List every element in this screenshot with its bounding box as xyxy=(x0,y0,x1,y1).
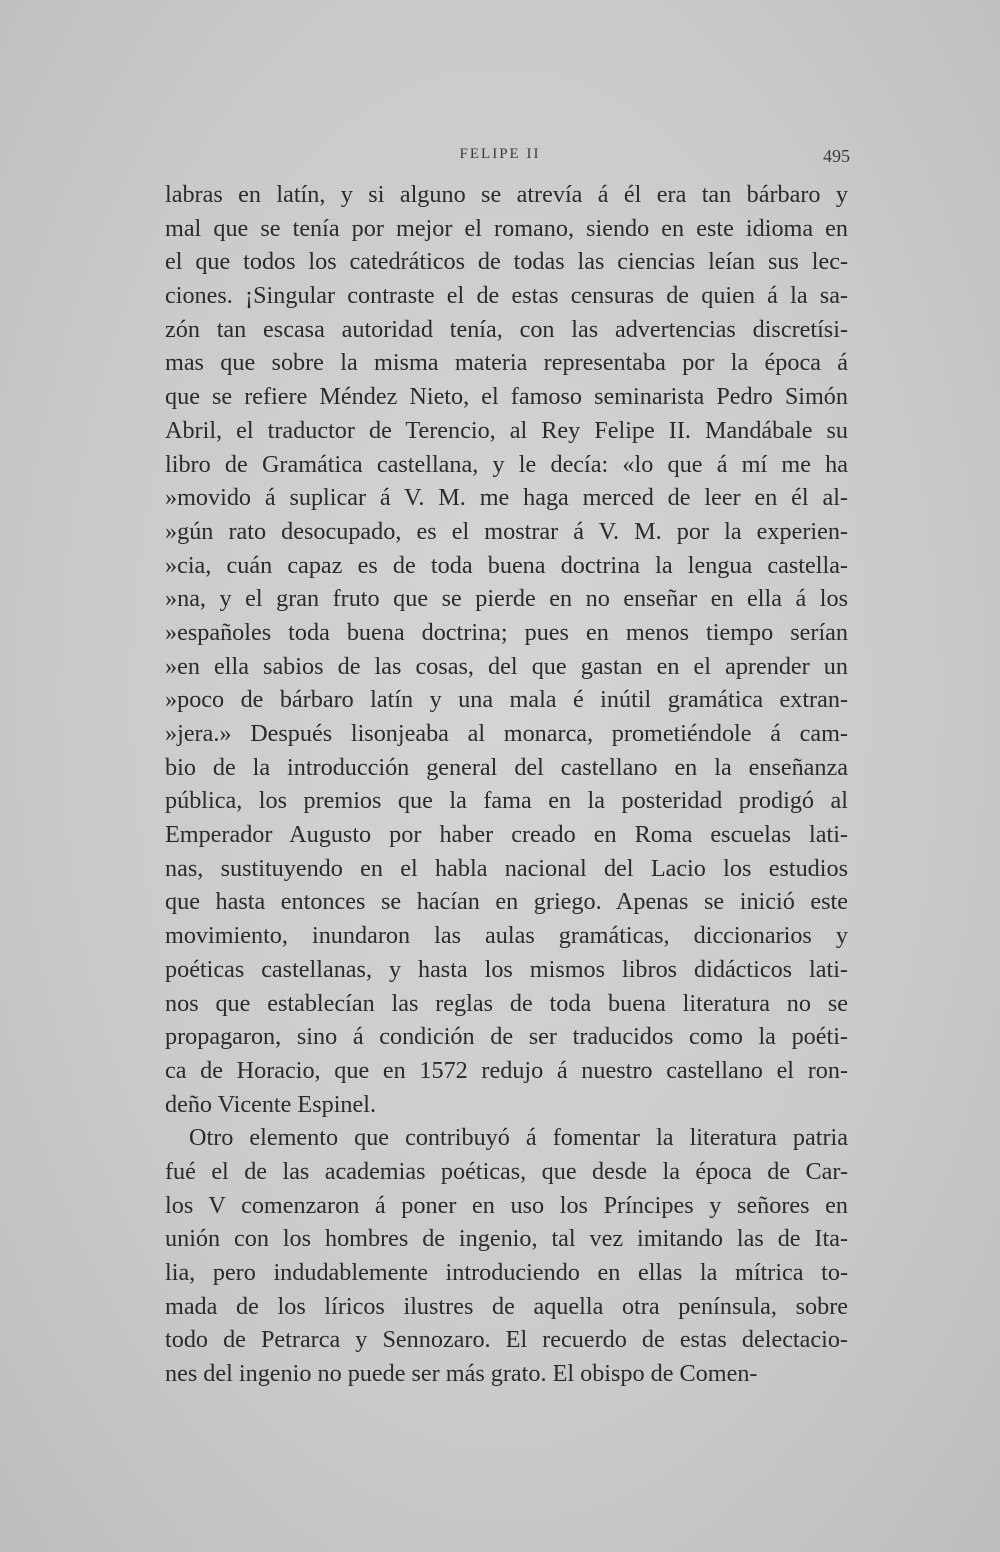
text-line: deño Vicente Espinel. xyxy=(165,1090,377,1118)
text-line: libro de Gramática castellana, y le decía: «lo que á mí me ha xyxy=(165,450,848,478)
text-line: nos que establecían las reglas de toda buena literatura no se xyxy=(165,989,848,1017)
text-line: »gún rato desocupado, es el mostrar á V. M. por la experien- xyxy=(165,517,848,545)
text-line: »españoles toda buena doctrina; pues en menos tiempo serían xyxy=(165,618,848,646)
text-line: »jera.» Después lisonjeaba al monarca, prometiéndole á cam- xyxy=(165,720,848,747)
text-line: movimiento, inundaron las aulas gramáticas, diccionarios y xyxy=(165,922,848,950)
text-line: propagaron, sino á condición de ser traducidos como la poéti- xyxy=(165,1023,848,1051)
text-line: »na, y el gran fruto que se pierde en no enseñar en ella á los xyxy=(165,585,848,613)
text-line: Otro elemento que contribuyó á fomentar la literatura patria xyxy=(189,1124,848,1152)
text-line: mas que sobre la misma materia representaba por la época á xyxy=(165,349,848,377)
text-line: ciones. ¡Singular contraste el de estas censuras de quien á la sa- xyxy=(165,282,848,310)
text-line: los V comenzaron á poner en uso los Príncipes y señores en xyxy=(165,1191,848,1219)
text-line: nas, sustituyendo en el habla nacional del Lacio los estudios xyxy=(165,854,848,882)
text-line: que hasta entonces se hacían en griego. Apenas se inició este xyxy=(165,888,848,916)
text-line: unión con los hombres de ingenio, tal vez imitando las de Ita- xyxy=(165,1225,848,1253)
page-number: 495 xyxy=(823,146,850,166)
paragraph xyxy=(165,178,848,1121)
text-line: Emperador Augusto por haber creado en Roma escuelas lati- xyxy=(165,821,848,849)
text-line: »cia, cuán capaz es de toda buena doctrina la lengua castella- xyxy=(165,551,848,579)
text-line: »en ella sabios de las cosas, del que gastan en el aprender un xyxy=(165,652,848,680)
text-line: que se refiere Méndez Nieto, el famoso seminarista Pedro Simón xyxy=(165,383,848,411)
text-line: nes del ingenio no puede ser más grato. El obispo de Comen- xyxy=(165,1360,758,1388)
text-line: mal que se tenía por mejor el romano, siendo en este idioma en xyxy=(165,214,848,242)
running-title: FELIPE II xyxy=(459,146,541,162)
text-line: mada de los líricos ilustres de aquella otra península, sobre xyxy=(165,1292,848,1320)
text-line: poéticas castellanas, y hasta los mismos libros didácticos lati- xyxy=(165,955,848,983)
text-line: pública, los premios que la fama en la posteridad prodigó al xyxy=(165,787,848,815)
text-line: Abril, el traductor de Terencio, al Rey Felipe II. Mandábale su xyxy=(165,416,848,444)
text-line: labras en latín, y si alguno se atrevía á él era tan bárbaro y xyxy=(165,181,848,208)
text-line: »movido á suplicar á V. M. me haga merced de leer en él al- xyxy=(165,484,848,512)
text-line: »poco de bárbaro latín y una mala é inútil gramática extran- xyxy=(165,686,848,714)
text-line: fué el de las academias poéticas, que desde la época de Car- xyxy=(165,1157,848,1185)
body-text xyxy=(165,178,848,1391)
text-line: todo de Petrarca y Sennozaro. El recuerdo de estas delectacio- xyxy=(165,1326,848,1354)
text-line: bio de la introducción general del castellano en la enseñanza xyxy=(165,753,848,781)
text-line: el que todos los catedráticos de todas las ciencias leían sus lec- xyxy=(165,248,848,276)
text-line: ca de Horacio, que en 1572 redujo á nuestro castellano el ron- xyxy=(165,1056,848,1084)
paragraph xyxy=(165,1121,848,1391)
text-line: lia, pero indudablemente introduciendo en ellas la mítrica to- xyxy=(165,1259,848,1286)
running-header xyxy=(0,146,1000,170)
text-line: zón tan escasa autoridad tenía, con las advertencias discretísi- xyxy=(165,315,848,343)
